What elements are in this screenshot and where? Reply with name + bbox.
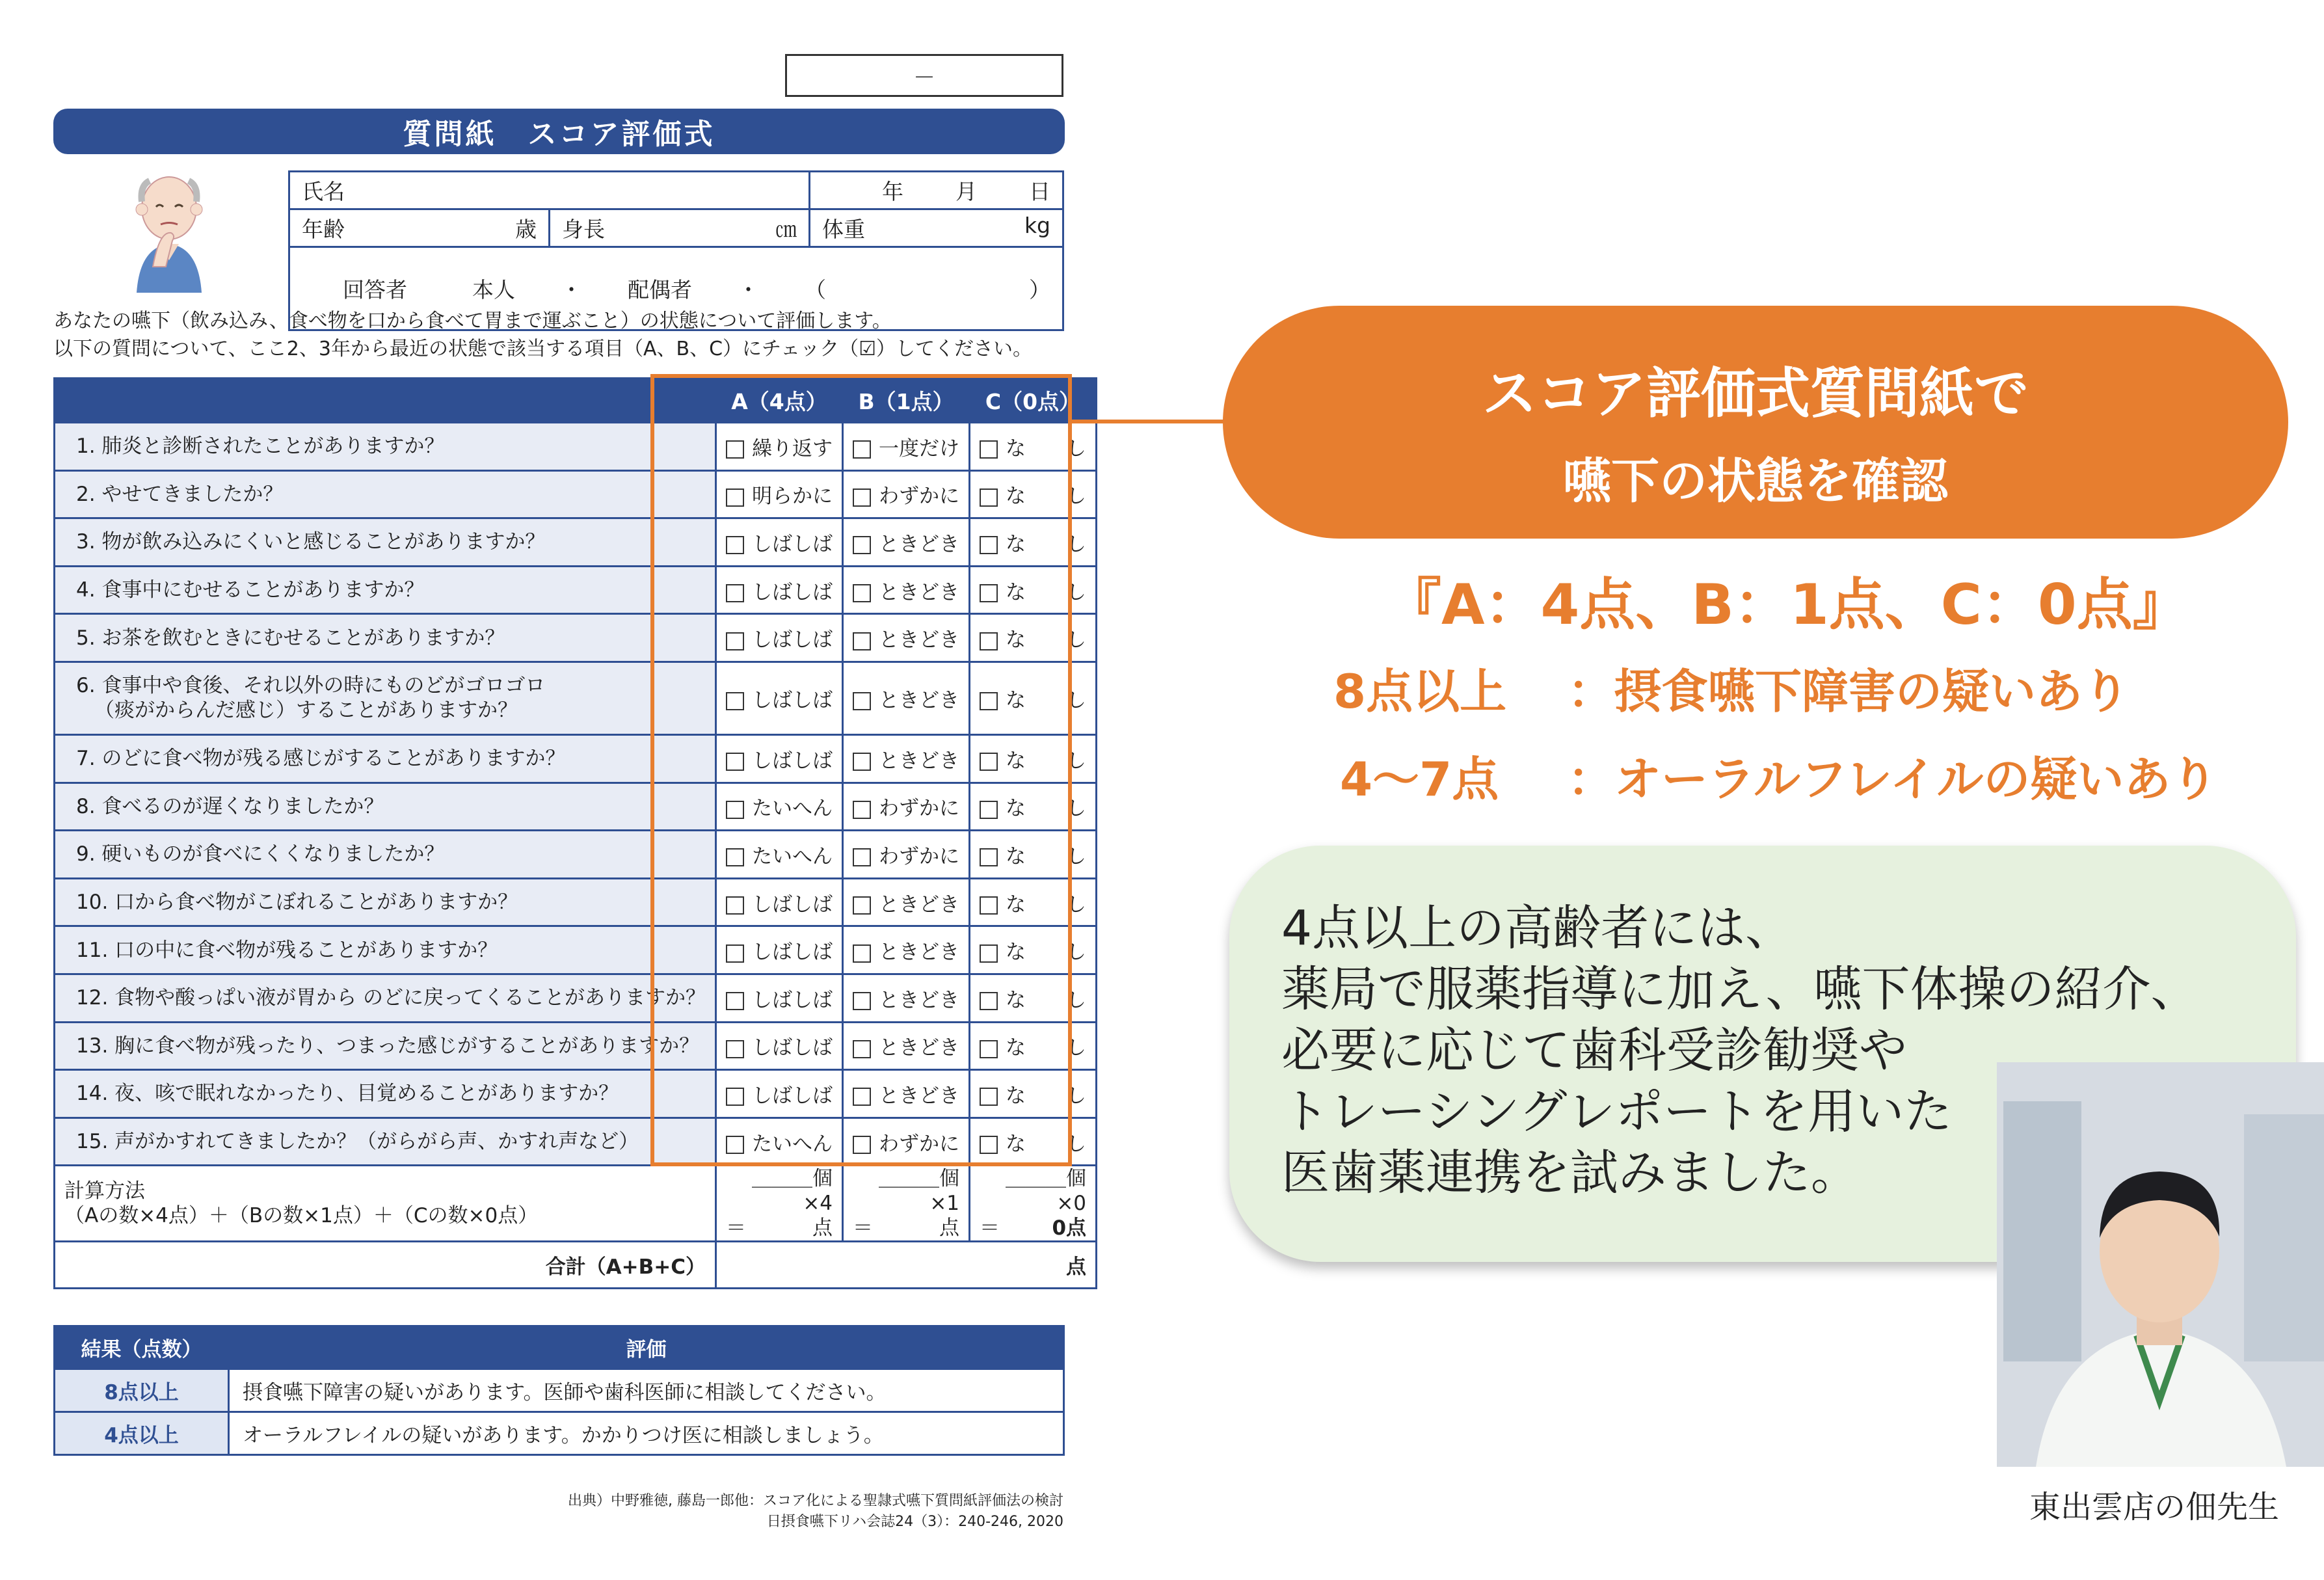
question-text: [55, 1022, 716, 1070]
results-table: [53, 1325, 1065, 1456]
option-label: な し: [1006, 436, 1087, 461]
option-label: たいへん: [752, 844, 833, 868]
calc-c-cell[interactable]: [970, 1166, 1097, 1242]
question-line: 13. 胸に食べ物が残ったり、つまった感じがすることがありますか？: [76, 1034, 700, 1058]
day-label: 日: [1029, 179, 1050, 204]
pill-line-2: 嚥下の状態を確認: [1563, 453, 1948, 509]
respondent-spouse: 配偶者: [627, 277, 692, 302]
total-cell[interactable]: [716, 1242, 1097, 1289]
calc-a-unit: 点: [812, 1216, 833, 1240]
result-8-label: 8点以上: [55, 1369, 229, 1412]
option-label: 一度だけ: [879, 436, 960, 461]
option-label: ときどき: [879, 1084, 960, 1108]
criterion-1-text: ：摂食嚥下障害の疑いあり: [1568, 664, 2130, 719]
results-header-evaluation: 評価: [229, 1326, 1064, 1369]
id-number-box[interactable]: [785, 54, 1063, 97]
header-b: B（1点）: [843, 379, 970, 423]
option-label: 繰り返す: [752, 436, 833, 461]
respondent-dot-2: ・: [737, 277, 759, 302]
question-header: [55, 379, 716, 423]
option-label: な し: [1006, 1084, 1087, 1108]
option-label: な し: [1006, 1036, 1087, 1060]
option-label: しばしば: [752, 941, 833, 965]
question-line: 1. 肺炎と診断されたことがありますか？: [76, 435, 445, 459]
height-unit: ㎝: [775, 217, 797, 242]
month-label: 月: [955, 179, 977, 204]
elderly-person-icon: [120, 163, 218, 293]
respondent-self: 本人: [472, 277, 515, 302]
option-label: な し: [1006, 749, 1087, 773]
question-line: 12. 食物や酸っぱい液が胃から のどに戻ってくることがありますか？: [76, 986, 706, 1010]
calc-b-top: ＿＿＿個×1: [879, 1167, 960, 1216]
option-label: たいへん: [752, 1132, 833, 1156]
option-label: わずかに: [879, 1132, 960, 1156]
intro-line-1: あなたの嚥下（飲み込み、食べ物を口から食べて胃まで運ぶこと）の状態について評価します。: [53, 310, 892, 332]
option-label: しばしば: [752, 892, 833, 917]
option-label: な し: [1006, 892, 1087, 917]
question-line: 14. 夜、咳で眠れなかったり、目覚めることがありますか？: [76, 1082, 619, 1106]
option-label: ときどき: [879, 688, 960, 712]
total-label: 合計（A+B+C）: [55, 1242, 716, 1289]
option-label: な し: [1006, 580, 1087, 604]
option-label: しばしば: [752, 749, 833, 773]
result-4-label: 4点以上: [55, 1412, 229, 1455]
paren-close: ）: [1029, 277, 1050, 302]
calc-a-top: ＿＿＿個×4: [752, 1167, 833, 1216]
connector-line: [1072, 420, 1229, 423]
option-label: な し: [1006, 941, 1087, 965]
option-label: ときどき: [879, 941, 960, 965]
question-line: 2. やせてきましたか？: [76, 482, 284, 506]
question-text: [55, 926, 716, 974]
height-label: 身長: [562, 217, 605, 242]
option-label: 明らかに: [752, 485, 833, 509]
calc-formula: （Aの数×4点）＋（Bの数×1点）＋（Cの数×0点）: [64, 1204, 539, 1228]
pharmacist-photo: [1997, 1062, 2324, 1467]
questionnaire-title: 質問紙 スコア評価式: [53, 109, 1065, 154]
weight-label: 体重: [822, 217, 865, 242]
option-label: わずかに: [879, 844, 960, 868]
calc-method-cell: [55, 1166, 716, 1242]
calc-c-unit: 0点: [1052, 1216, 1087, 1240]
question-text: [55, 831, 716, 879]
question-line: 3. 物が飲み込みにくいと感じることがありますか？: [76, 530, 546, 554]
option-label: な し: [1006, 628, 1087, 652]
criterion-2-text: ：オーラルフレイルの疑いあり: [1568, 752, 2218, 807]
option-label: な し: [1006, 532, 1087, 556]
option-label: ときどき: [879, 628, 960, 652]
id-box-text: －: [913, 64, 935, 91]
results-header-score: 結果（点数）: [55, 1326, 229, 1369]
photo-caption: 東出雲店の佃先生: [2029, 1489, 2280, 1525]
question-line: 15. 声がかすれてきましたか？（がらがら声、かすれ声など）: [76, 1130, 639, 1154]
result-4-text: オーラルフレイルの疑いがあります。かかりつけ医に相談しましょう。: [229, 1412, 1064, 1455]
question-line: 10. 口から食べ物がこぼれることがありますか？: [76, 890, 518, 915]
respondent-dot-1: ・: [560, 277, 582, 302]
name-field[interactable]: [289, 172, 810, 209]
age-label: 年齢: [302, 217, 345, 242]
abc-column-highlight: [650, 374, 1072, 1166]
question-line: 5. お茶を飲むときにむせることがありますか？: [76, 626, 505, 650]
question-line: 9. 硬いものが食べにくくなりましたか？: [76, 842, 445, 866]
option-label: しばしば: [752, 580, 833, 604]
weight-unit: kg: [1024, 213, 1050, 238]
header-c: C（0点）: [970, 379, 1097, 423]
summary-line-4: トレーシングレポートを用いた: [1281, 1084, 1953, 1140]
question-text: [55, 1070, 716, 1118]
total-unit: 点: [1066, 1255, 1087, 1279]
date-field[interactable]: [810, 172, 1063, 209]
option-label: な し: [1006, 688, 1087, 712]
question-text: [55, 974, 716, 1022]
option-label: な し: [1006, 485, 1087, 509]
question-text: [55, 470, 716, 518]
question-line: 8. 食べるのが遅くなりましたか？: [76, 794, 384, 818]
question-text: [55, 1118, 716, 1166]
name-label: 氏名: [302, 179, 345, 204]
age-unit: 歳: [515, 217, 537, 242]
option-label: ときどき: [879, 1036, 960, 1060]
question-text: [55, 518, 716, 567]
criterion-2-label: 4～7点: [1340, 752, 1499, 807]
question-text: [55, 423, 716, 471]
calc-label: 計算方法: [64, 1179, 145, 1203]
option-label: ときどき: [879, 892, 960, 917]
calc-c-eq: ＝: [980, 1216, 1000, 1240]
question-text: [55, 566, 716, 614]
summary-line-3: 必要に応じて歯科受診勧奨や: [1281, 1023, 1907, 1078]
criterion-1-label: 8点以上: [1333, 664, 1507, 719]
option-label: わずかに: [879, 797, 960, 821]
option-label: な し: [1006, 797, 1087, 821]
option-label: たいへん: [752, 797, 833, 821]
source-citation-2: 日摂食嚥下リハ会誌24（3）：240-246, 2020: [766, 1514, 1063, 1530]
intro-line-2: 以下の質問について、ここ2、3年から最近の状態で該当する項目（A、B、C）にチェック（☑）してください。: [53, 338, 1033, 360]
option-label: ときどき: [879, 988, 960, 1012]
calc-b-eq: ＝: [853, 1216, 874, 1240]
question-text: [55, 662, 716, 734]
calc-a-eq: ＝: [726, 1216, 747, 1240]
respondent-label: 回答者: [342, 277, 407, 302]
source-citation-1: 出典）中野雅徳, 藤島一郎他：スコア化による聖隷式嚥下質問紙評価法の検討: [568, 1493, 1063, 1509]
score-weights: 『A：4点、B：1点、C：0点』: [1385, 572, 2189, 637]
calc-c-top: ＿＿＿個×0: [1006, 1167, 1087, 1216]
option-label: ときどき: [879, 580, 960, 604]
question-line: 7. のどに食べ物が残る感じがすることがありますか？: [76, 747, 566, 771]
pill-line-1: スコア評価式質問紙で: [1482, 362, 2029, 425]
calc-b-unit: 点: [939, 1216, 960, 1240]
summary-line-5: 医歯薬連携を試みました。: [1281, 1145, 1859, 1201]
question-line: 6. 食事中や食後、それ以外の時にものどがゴロゴロ: [76, 674, 546, 698]
height-field[interactable]: [550, 209, 810, 247]
weight-field[interactable]: [810, 209, 1063, 247]
year-label: 年: [882, 179, 903, 204]
option-label: な し: [1006, 988, 1087, 1012]
option-label: わずかに: [879, 485, 960, 509]
option-label: ときどき: [879, 749, 960, 773]
question-line: 11. 口の中に食べ物が残ることがありますか？: [76, 938, 498, 962]
option-label: しばしば: [752, 532, 833, 556]
headline-pill: [1223, 306, 2288, 539]
option-label: しばしば: [752, 988, 833, 1012]
header-a: A（4点）: [716, 379, 843, 423]
question-text: [55, 878, 716, 926]
option-label: な し: [1006, 844, 1087, 868]
age-field[interactable]: [289, 209, 550, 247]
summary-line-1: 4点以上の高齢者には、: [1281, 900, 1794, 956]
result-8-text: 摂食嚥下障害の疑いがあります。医師や歯科医師に相談してください。: [229, 1369, 1064, 1412]
option-label: ときどき: [879, 532, 960, 556]
paren-open: （: [804, 277, 826, 302]
option-label: しばしば: [752, 628, 833, 652]
calc-b-cell[interactable]: [843, 1166, 970, 1242]
option-label: しばしば: [752, 688, 833, 712]
option-label: な し: [1006, 1132, 1087, 1156]
question-line: 4. 食事中にむせることがありますか？: [76, 578, 425, 602]
question-text: [55, 734, 716, 783]
option-label: しばしば: [752, 1036, 833, 1060]
question-text: [55, 614, 716, 662]
calc-a-cell[interactable]: [716, 1166, 843, 1242]
summary-line-2: 薬局で服薬指導に加え、嚥下体操の紹介、: [1281, 961, 2199, 1017]
option-label: しばしば: [752, 1084, 833, 1108]
question-text: [55, 783, 716, 831]
question-line-2: （痰がからんだ感じ）することがありますか？: [94, 699, 518, 723]
